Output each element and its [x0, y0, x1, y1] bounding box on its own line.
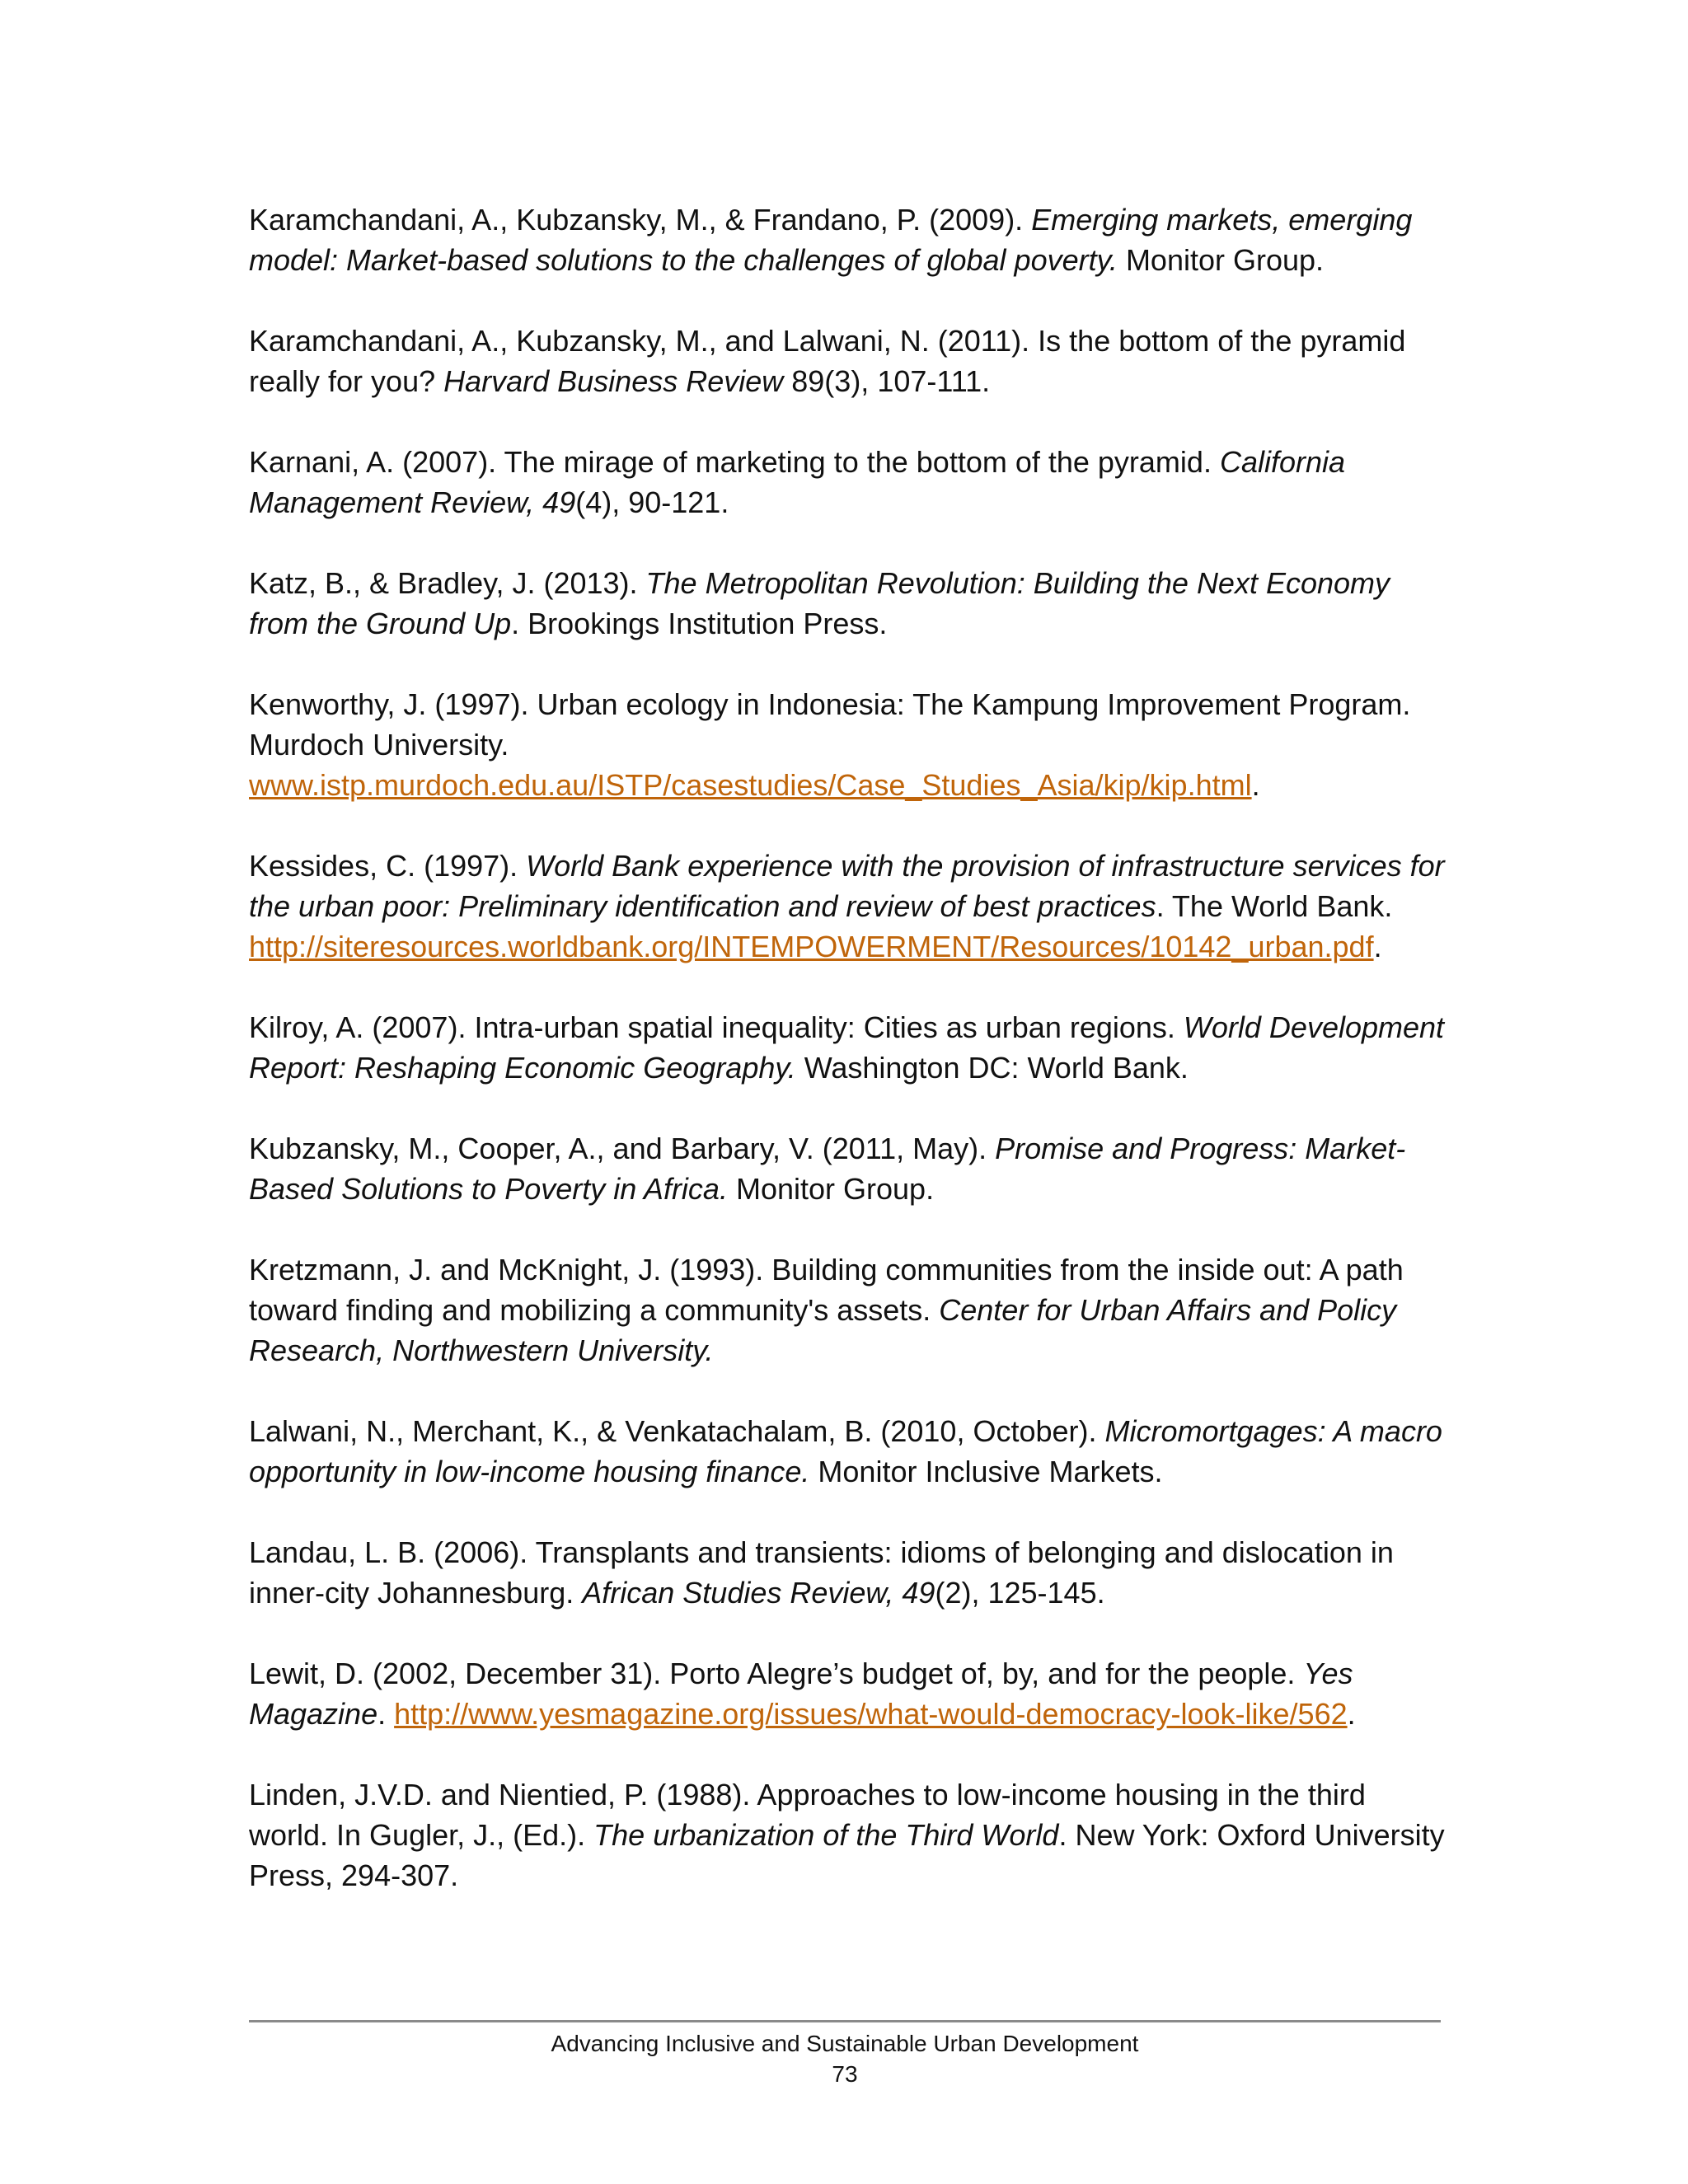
ref-link-suffix: . — [1347, 1697, 1356, 1731]
reference-entry-lewit-2002 — [249, 1653, 1452, 1734]
reference-entry-karnani-2007 — [249, 442, 1452, 523]
reference-entry-karamchandani-2009 — [249, 199, 1452, 280]
ref-title: Micromortgages: A macro opportunity in low-income housing finance. — [249, 1414, 1442, 1488]
reference-entry-karamchandani-2011 — [249, 321, 1452, 401]
ref-authors: Katz, B., & Bradley, J. (2013). — [249, 566, 646, 600]
footer-title: Advancing Inclusive and Sustainable Urban Development — [551, 2031, 1139, 2056]
ref-journal: Harvard Business Review — [443, 364, 784, 398]
ref-link-suffix: . — [1373, 930, 1382, 963]
reference-entry-kretzmann-1993 — [249, 1249, 1452, 1371]
ref-source: (2), 125-145. — [935, 1576, 1105, 1610]
ref-authors: Karamchandani, A., Kubzansky, M., and Lalwani, N. (2011). Is the bottom of the pyramid really for you? — [249, 324, 1406, 398]
ref-punct: . — [377, 1697, 395, 1731]
ref-source: Monitor Group. — [727, 1172, 935, 1206]
ref-authors: Lalwani, N., Merchant, K., & Venkatachalam, B. (2010, October). — [249, 1414, 1105, 1448]
ref-authors: Kubzansky, M., Cooper, A., and Barbary, V. (2011, May). — [249, 1132, 996, 1165]
ref-source: 89(3), 107-111. — [783, 364, 991, 398]
ref-authors: Lewit, D. (2002, December 31). Porto Alegre’s budget of, by, and for the people. — [249, 1657, 1304, 1690]
footer-divider — [249, 2020, 1441, 2022]
ref-title: World Development Report: Reshaping Economic Geography. — [249, 1010, 1445, 1085]
ref-authors: Kilroy, A. (2007). Intra-urban spatial inequality: Cities as urban regions. — [249, 1010, 1184, 1044]
ref-title: The urbanization of the Third World — [593, 1818, 1059, 1852]
ref-title: Emerging markets, emerging model: Market-based solutions to the challenges of global poverty. — [249, 203, 1413, 277]
ref-authors: Karnani, A. (2007). The mirage of marketing to the bottom of the pyramid. — [249, 445, 1220, 479]
ref-authors: Kretzmann, J. and McKnight, J. (1993). Building communities from the inside out: A path toward finding and mobilizing a community's assets. — [249, 1253, 1404, 1327]
ref-link[interactable]: http://www.yesmagazine.org/issues/what-would-democracy-look-like/562 — [394, 1697, 1348, 1731]
ref-authors: Landau, L. B. (2006). Transplants and transients: idioms of belonging and dislocation in inner-city Johannesburg. — [249, 1535, 1394, 1610]
ref-journal: African Studies Review, 49 — [582, 1576, 935, 1610]
ref-title: The Metropolitan Revolution: Building the Next Economy from the Ground Up — [249, 566, 1390, 640]
ref-link-suffix: . — [1251, 768, 1260, 802]
ref-source: . Brookings Institution Press. — [511, 607, 888, 640]
ref-source: Monitor Group. — [1117, 243, 1325, 277]
reference-entry-katz-2013 — [249, 563, 1452, 644]
page-number: 73 — [832, 2061, 858, 2087]
reference-entry-kessides-1997 — [249, 846, 1452, 967]
ref-authors: Kenworthy, J. (1997). Urban ecology in Indonesia: The Kampung Improvement Program. Murdoch University. — [249, 687, 1411, 762]
reference-entry-landau-2006 — [249, 1532, 1452, 1613]
ref-source: Washington DC: World Bank. — [795, 1051, 1189, 1085]
reference-entry-kubzansky-2011 — [249, 1128, 1452, 1209]
ref-link[interactable]: http://siteresources.worldbank.org/INTEMPOWERMENT/Resources/10142_urban.pdf — [249, 930, 1374, 963]
ref-source: Monitor Inclusive Markets. — [809, 1455, 1163, 1488]
ref-authors: Karamchandani, A., Kubzansky, M., & Frandano, P. (2009). — [249, 203, 1032, 237]
ref-source: (4), 90-121. — [575, 485, 729, 519]
ref-title: World Bank experience with the provision of infrastructure services for the urban poor: Preliminary identification and review of best practices — [249, 849, 1445, 923]
reference-entry-kenworthy-1997 — [249, 684, 1452, 805]
reference-entry-kilroy-2007 — [249, 1007, 1452, 1088]
ref-source: . The World Bank. — [1156, 889, 1393, 923]
reference-entry-lalwani-2010 — [249, 1411, 1452, 1492]
ref-journal: Yes Magazine — [249, 1657, 1353, 1731]
ref-source: Center for Urban Affairs and Policy Research, Northwestern University. — [249, 1293, 1397, 1367]
ref-source: . New York: Oxford University Press, 294-307. — [249, 1818, 1445, 1892]
ref-authors: Linden, J.V.D. and Nientied, P. (1988). Approaches to low-income housing in the third world. In Gugler, J., (Ed.). — [249, 1778, 1366, 1852]
ref-title: Promise and Progress: Market-Based Solutions to Poverty in Africa. — [249, 1132, 1406, 1206]
ref-authors: Kessides, C. (1997). — [249, 849, 527, 883]
reference-list — [249, 199, 1452, 1936]
ref-link[interactable]: www.istp.murdoch.edu.au/ISTP/casestudies/Case_Studies_Asia/kip/kip.html — [249, 768, 1252, 802]
reference-entry-linden-1988 — [249, 1774, 1452, 1896]
ref-journal: California Management Review, 49 — [249, 445, 1346, 519]
